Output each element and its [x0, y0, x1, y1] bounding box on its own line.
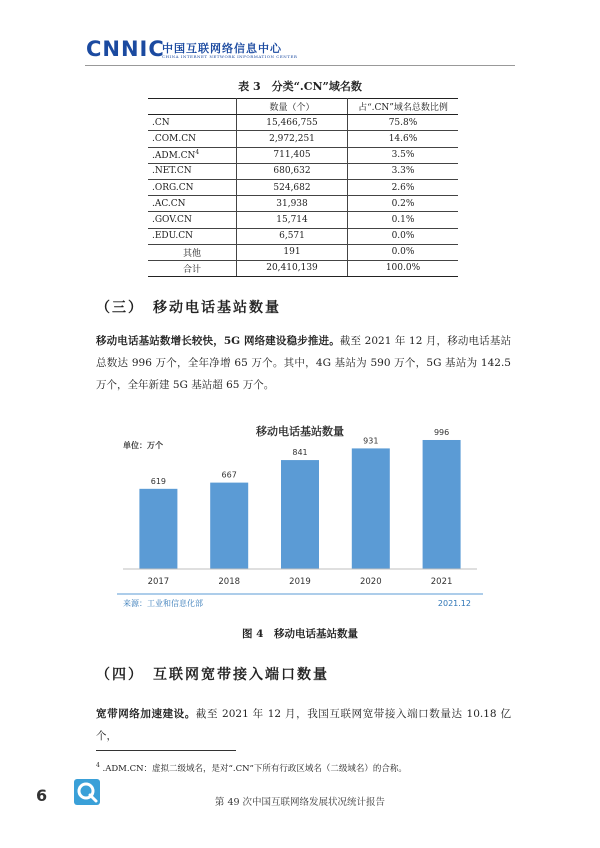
- chart-title: 移动电话基站数量: [256, 425, 344, 438]
- table-cell-count: 524,682: [237, 179, 348, 195]
- paragraph-bold-lead: 移动电话基站数增长较快，5G 网络建设稳步推进。: [96, 335, 340, 347]
- cnnic-logo: CNNIC: [86, 37, 165, 61]
- table-cell-share: 0.2%: [348, 196, 459, 212]
- chart-bar-2019: [281, 460, 319, 569]
- chart-x-tick-label: 2020: [359, 577, 382, 587]
- footnote: [96, 762, 407, 774]
- paragraph-text: 截至 2021 年 12 月，我国互联网宽带接入端口数量达 10.18 亿个，: [96, 708, 512, 742]
- table-row: [148, 260, 458, 276]
- table-row: [148, 196, 458, 212]
- footnote-ref: 4: [195, 149, 200, 157]
- table-row: [148, 163, 458, 179]
- table-cell-count: 711,405: [237, 147, 348, 163]
- chart-bars: [139, 428, 460, 569]
- category-name: .COM.CN: [152, 133, 196, 144]
- chart-data-label: 619: [150, 476, 167, 486]
- chart-data-label: 931: [363, 436, 379, 446]
- table-cell-share: 3.5%: [348, 147, 459, 163]
- table-cell-category: [148, 115, 237, 131]
- base-station-bar-chart: [115, 418, 485, 610]
- table-cell-count: 20,410,139: [237, 260, 348, 276]
- table-cell-category: [148, 131, 237, 147]
- org-name-en: CHINA INTERNET NETWORK INFORMATION CENTER: [162, 54, 298, 59]
- chart-bar-2021: [423, 440, 461, 569]
- category-name: .CN: [152, 117, 170, 128]
- table-cell-count: 31,938: [237, 196, 348, 212]
- table-cell-category: [148, 147, 237, 163]
- table-cell-category: [148, 163, 237, 179]
- table-cell-count: 15,714: [237, 212, 348, 228]
- table-row: [148, 131, 458, 147]
- table-row: [148, 179, 458, 195]
- table-caption: 表 3 分类“.CN”域名数: [238, 80, 362, 93]
- category-name: .EDU.CN: [152, 231, 194, 242]
- chart-x-tick-label: 2021: [430, 577, 453, 587]
- category-name: 其他: [182, 248, 201, 259]
- chart-bar-2020: [352, 448, 390, 569]
- table-cell-share: 3.3%: [348, 163, 459, 179]
- footnote-mark: 4: [96, 762, 100, 770]
- table-cell-category: [148, 244, 237, 260]
- table-cell-category: [148, 228, 237, 244]
- table-header-share: 占“.CN”域名总数比例: [348, 99, 459, 115]
- chart-x-tick-label: 2018: [218, 577, 241, 587]
- table-body: [148, 115, 458, 277]
- table-cell-category: [148, 260, 237, 276]
- table-row: [148, 212, 458, 228]
- paragraph-text: 截至 2021 年 12 月，移动电话基站总数达 996 万个，全年净增 65 万个。其中，4G 基站为 590 万个，5G 基站为 142.5 万个，全年新建 5G 基站超 65 万个。: [96, 335, 511, 391]
- figure-caption: 图 4 移动电话基站数量: [242, 628, 358, 640]
- category-name: .GOV.CN: [152, 214, 192, 225]
- paragraph-broadband: [96, 703, 511, 747]
- section-heading-base-stations: （三） 移动电话基站数量: [96, 300, 281, 316]
- domain-table: [148, 98, 458, 277]
- paragraph-base-stations: [96, 330, 511, 396]
- footnote-divider: [96, 750, 236, 751]
- chart-bar-2017: [139, 489, 177, 569]
- chart-data-label: 996: [433, 427, 450, 437]
- chart-x-ticks: [148, 577, 453, 587]
- header-divider: [85, 65, 515, 66]
- table-cell-count: 680,632: [237, 163, 348, 179]
- category-name: .NET.CN: [152, 166, 192, 177]
- chart-date: 2021.12: [437, 599, 471, 608]
- table-row: [148, 115, 458, 131]
- table-row: [148, 244, 458, 260]
- table-cell-share: 0.1%: [348, 212, 459, 228]
- page-number: 6: [36, 786, 48, 805]
- chart-source: 来源：工业和信息化部: [123, 599, 203, 608]
- table-cell-count: 15,466,755: [237, 115, 348, 131]
- table-cell-category: [148, 212, 237, 228]
- table-cell-share: 2.6%: [348, 179, 459, 195]
- table-cell-share: 0.0%: [348, 228, 459, 244]
- chart-data-label: 667: [221, 470, 237, 480]
- table-row: [148, 228, 458, 244]
- table-header-count: 数量（个）: [237, 99, 348, 115]
- table-header-category: [148, 99, 237, 115]
- table-cell-category: [148, 196, 237, 212]
- chart-x-tick-label: 2017: [147, 577, 170, 587]
- report-title: 第 49 次中国互联网络发展状况统计报告: [214, 797, 386, 808]
- chart-data-label: 841: [292, 448, 308, 458]
- chart-x-tick-label: 2019: [289, 577, 311, 587]
- table-cell-count: 191: [237, 244, 348, 260]
- table-cell-category: [148, 179, 237, 195]
- table-row: [148, 147, 458, 163]
- category-name: .AC.CN: [152, 198, 186, 209]
- table-cell-share: 0.0%: [348, 244, 459, 260]
- paragraph-bold-lead: 宽带网络加速建设。: [96, 708, 196, 720]
- category-name: .ADM.CN: [152, 151, 196, 162]
- footnote-text: .ADM.CN：虚拟二级域名，是对“.CN”下所有行政区域名（二级域名）的合称。: [102, 764, 407, 774]
- org-name-cn: 中国互联网络信息中心: [162, 42, 282, 55]
- chart-bar-2018: [210, 483, 248, 569]
- table-cell-count: 2,972,251: [237, 131, 348, 147]
- chart-unit-label: 单位：万个: [123, 441, 163, 450]
- table-cell-share: 75.8%: [348, 115, 459, 131]
- table-cell-share: 14.6%: [348, 131, 459, 147]
- table-cell-count: 6,571: [237, 228, 348, 244]
- table-cell-share: 100.0%: [348, 260, 459, 276]
- table-header-row: [148, 99, 458, 115]
- category-name: .ORG.CN: [152, 182, 194, 193]
- category-name: 合计: [182, 264, 201, 275]
- section-heading-broadband: （四） 互联网宽带接入端口数量: [96, 667, 329, 683]
